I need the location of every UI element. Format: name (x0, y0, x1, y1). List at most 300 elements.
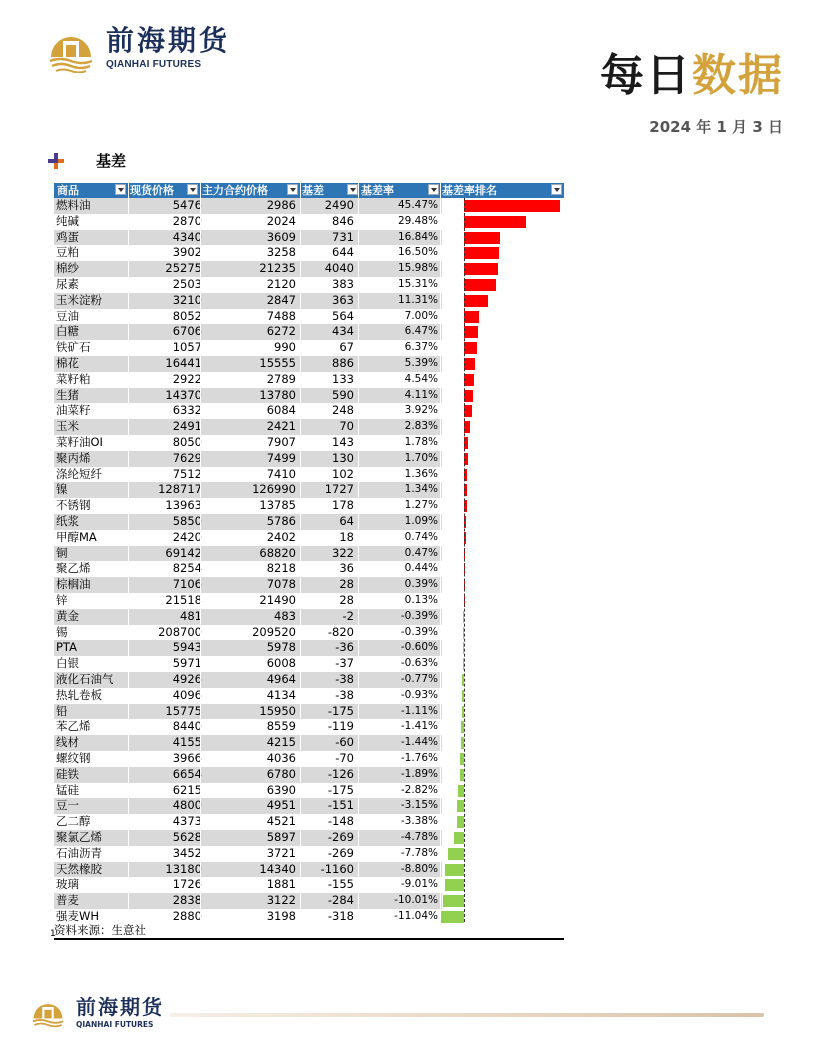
table-row (54, 230, 564, 246)
cell-basis: -70 (335, 751, 354, 765)
filter-dropdown-icon[interactable] (428, 184, 439, 195)
table-row (54, 704, 564, 720)
rank-bar-cell (442, 324, 564, 340)
cell-rate: 4.54% (404, 372, 438, 385)
cell-name: 鸡蛋 (56, 229, 79, 244)
rank-bar-cell (442, 609, 564, 625)
source-text: 资料来源：生意社 (54, 923, 146, 937)
rank-bar-cell (442, 735, 564, 751)
col-header-rate: 基差率 (361, 184, 394, 197)
cell-rate: -0.93% (400, 688, 438, 701)
cell-main: 7907 (266, 435, 296, 449)
cell-rate: -8.80% (400, 862, 438, 875)
table-row (54, 514, 564, 530)
cell-rate: 0.47% (404, 546, 438, 559)
table-row (54, 214, 564, 230)
table-row (54, 593, 564, 609)
cell-basis: 1727 (324, 482, 354, 497)
cell-spot: 2870 (172, 213, 202, 228)
table-row (54, 372, 564, 388)
cell-spot: 8254 (172, 561, 202, 576)
cell-name: 棉花 (56, 356, 79, 370)
filter-dropdown-icon[interactable] (115, 184, 126, 195)
cell-spot: 128717 (158, 482, 202, 497)
title-part1: 每日 (600, 50, 692, 101)
positive-rate-bar (464, 232, 500, 244)
table-row (54, 324, 564, 340)
cell-main: 2847 (266, 292, 296, 307)
rank-bar-cell (442, 767, 564, 783)
cell-basis: 886 (332, 356, 354, 370)
rank-bar-cell (442, 846, 564, 862)
section-title: 基差 (96, 152, 127, 170)
page-title (600, 48, 784, 104)
table-row (54, 893, 564, 909)
cell-basis: -284 (327, 893, 354, 908)
cell-rate: -0.77% (400, 673, 438, 685)
table-row (54, 846, 564, 862)
column-divider (128, 183, 129, 922)
table-row (54, 561, 564, 577)
cell-name: 热轧卷板 (56, 687, 102, 702)
rank-bar-cell (442, 277, 564, 293)
cell-name: 豆粕 (56, 245, 79, 260)
cell-spot: 6654 (172, 766, 202, 781)
rank-bar-cell (442, 309, 564, 325)
positive-rate-bar (464, 326, 478, 338)
cell-spot: 15775 (165, 703, 202, 718)
table-row (54, 245, 564, 261)
rank-bar-cell (442, 198, 564, 214)
cell-spot: 8052 (172, 308, 202, 323)
cell-main: 4964 (266, 672, 296, 686)
report-date: 2024 年 1 月 3 日 (649, 118, 783, 136)
cell-name: 锰硅 (56, 782, 79, 797)
cell-basis: 102 (332, 466, 354, 481)
cell-spot: 7106 (172, 577, 202, 592)
rank-bar-cell (442, 419, 564, 435)
cell-name: 生猪 (56, 387, 79, 402)
cell-basis: 28 (339, 577, 354, 592)
cell-main: 4134 (266, 687, 296, 702)
cell-spot: 6332 (172, 403, 202, 418)
rank-bar-cell (442, 403, 564, 419)
cell-name: 线材 (56, 735, 79, 750)
cell-rate: 2.83% (404, 420, 438, 433)
cell-name: 硅铁 (56, 766, 79, 781)
rank-bar-cell (442, 893, 564, 909)
column-divider (300, 183, 301, 922)
cell-rate: -2.82% (400, 783, 438, 796)
cell-name: 螺纹钢 (56, 751, 91, 765)
cell-main: 4215 (266, 735, 296, 750)
rank-bar-cell (442, 435, 564, 451)
cell-basis: 363 (332, 292, 354, 307)
table-row (54, 546, 564, 562)
cell-main: 21490 (259, 593, 296, 607)
footnote-marker: 1 (50, 929, 56, 939)
cell-basis: 434 (332, 324, 354, 339)
cell-name: 锡 (56, 624, 68, 639)
cell-main: 7499 (266, 450, 296, 465)
cell-main: 126990 (252, 482, 296, 497)
table-row (54, 672, 564, 688)
cell-name: 豆一 (56, 798, 79, 813)
rank-bar-cell (442, 546, 564, 562)
cell-name: 涤纶短纤 (56, 466, 102, 481)
cell-name: 尿素 (56, 277, 79, 291)
cell-main: 3122 (266, 893, 296, 908)
cell-rate: 1.36% (404, 467, 438, 480)
cell-spot: 5943 (172, 640, 202, 655)
table-row (54, 625, 564, 641)
table-row (54, 877, 564, 893)
column-divider (440, 183, 441, 922)
cell-rate: -9.01% (400, 878, 438, 891)
rank-bar-cell (442, 451, 564, 467)
cell-spot: 5476 (172, 198, 202, 212)
positive-rate-bar (464, 263, 498, 275)
positive-rate-bar (464, 200, 560, 212)
positive-rate-bar (464, 390, 473, 402)
cell-name: 棕榈油 (56, 577, 91, 592)
table-row (54, 261, 564, 277)
col-header-basis: 基差 (302, 184, 324, 197)
rank-bar-cell (442, 656, 564, 672)
table-row (54, 719, 564, 735)
cell-main: 7488 (266, 308, 296, 323)
filter-dropdown-icon[interactable] (287, 184, 298, 195)
table-row (54, 783, 564, 799)
cell-basis: 644 (332, 245, 354, 260)
cell-spot: 2880 (172, 909, 202, 923)
cell-rate: 29.48% (397, 214, 438, 227)
positive-rate-bar (464, 216, 526, 228)
positive-rate-bar (464, 295, 488, 307)
cell-rate: 15.98% (397, 262, 438, 275)
cell-main: 15950 (259, 703, 296, 718)
rank-bar-cell (442, 704, 564, 720)
brand-name-cn: 前海期货 (106, 24, 231, 57)
filter-dropdown-icon[interactable] (551, 184, 562, 195)
cell-main: 483 (274, 608, 296, 623)
rank-bar-cell (442, 261, 564, 277)
negative-rate-bar (457, 816, 464, 828)
cell-rate: 1.09% (404, 515, 438, 527)
cell-rate: 1.78% (404, 436, 438, 448)
cell-name: 不锈钢 (56, 498, 91, 513)
cell-basis: 731 (332, 229, 354, 244)
cell-rate: -1.89% (400, 767, 438, 780)
cell-name: 聚乙烯 (56, 561, 91, 576)
qianhai-logo (46, 23, 236, 75)
table-row (54, 293, 564, 309)
cell-main: 8218 (266, 561, 296, 576)
positive-rate-bar (464, 342, 477, 354)
title-part2: 数据 (692, 50, 784, 101)
cell-basis: 67 (339, 340, 354, 355)
cell-main: 1881 (266, 877, 296, 892)
table-row (54, 862, 564, 878)
cell-basis: -119 (327, 719, 354, 734)
cell-main: 13785 (259, 498, 296, 513)
cell-main: 7410 (266, 466, 296, 481)
negative-rate-bar (445, 879, 464, 891)
cell-spot: 2420 (172, 529, 202, 544)
negative-rate-bar (454, 832, 464, 844)
rank-bar-cell (442, 672, 564, 688)
col-header-main: 主力合约价格 (202, 184, 268, 197)
cell-rate: -0.63% (400, 657, 438, 670)
table-row (54, 767, 564, 783)
cell-spot: 5850 (172, 514, 202, 528)
col-header-name: 商品 (57, 184, 79, 197)
cell-rate: 15.31% (397, 278, 438, 290)
table-row (54, 198, 564, 214)
positive-rate-bar (464, 374, 474, 386)
cell-spot: 13963 (165, 498, 202, 513)
rank-bar-cell (442, 640, 564, 656)
rank-bar-cell (442, 372, 564, 388)
rank-bar-cell (442, 230, 564, 246)
cell-name: 聚丙烯 (56, 450, 91, 465)
rank-bar-cell (442, 798, 564, 814)
cell-spot: 4800 (172, 798, 202, 813)
rank-bar-cell (442, 514, 564, 530)
cell-name: 白银 (56, 656, 79, 671)
cell-name: 黄金 (56, 608, 79, 623)
cell-rate: 0.44% (404, 562, 438, 575)
rank-bar-cell (442, 340, 564, 356)
cell-main: 4521 (266, 814, 296, 829)
cell-rate: -10.01% (394, 894, 438, 907)
rank-bar-cell (442, 214, 564, 230)
cell-name: 乙二醇 (56, 814, 91, 829)
cell-main: 21235 (259, 261, 296, 276)
cell-name: 普麦 (56, 893, 79, 908)
cell-rate: -1.41% (400, 720, 438, 733)
cell-basis: 322 (332, 545, 354, 560)
cell-name: 棉纱 (56, 261, 79, 276)
table-row (54, 640, 564, 656)
table-row (54, 688, 564, 704)
cell-basis: -38 (335, 687, 354, 702)
rank-bar-cell (442, 577, 564, 593)
cell-basis: -175 (327, 782, 354, 797)
cell-basis: 846 (332, 213, 354, 228)
zero-axis-line (464, 198, 465, 922)
cell-basis: 2490 (324, 198, 354, 212)
cell-name: 苯乙烯 (56, 719, 91, 734)
positive-rate-bar (464, 358, 475, 370)
cell-rate: -11.04% (394, 910, 438, 922)
footer-brand-cn: 前海期货 (76, 995, 164, 1019)
cell-rate: 1.34% (404, 483, 438, 496)
cell-spot: 2922 (172, 371, 202, 386)
cell-rate: 0.13% (404, 594, 438, 606)
cell-spot: 6706 (172, 324, 202, 339)
cell-basis: 18 (339, 529, 354, 544)
cell-main: 2789 (266, 371, 296, 386)
cell-rate: 45.47% (397, 199, 438, 211)
cell-name: 强麦WH (56, 909, 100, 923)
cell-basis: 70 (339, 419, 354, 434)
cell-rate: -3.15% (400, 799, 438, 812)
cell-spot: 5628 (172, 830, 202, 844)
rank-bar-cell (442, 830, 564, 846)
cell-main: 3721 (266, 845, 296, 860)
cell-name: PTA (56, 640, 77, 655)
negative-rate-bar (443, 895, 464, 907)
cell-main: 6390 (266, 782, 296, 797)
cell-name: 燃料油 (56, 198, 91, 212)
cell-spot: 4373 (172, 814, 202, 829)
filter-dropdown-icon[interactable] (347, 184, 358, 195)
table-row (54, 309, 564, 325)
cross-bullet-icon (46, 151, 66, 171)
cell-spot: 6215 (172, 782, 202, 797)
cell-basis: -175 (327, 703, 354, 718)
cell-rate: 6.37% (404, 341, 438, 354)
cell-name: 菜籽油OI (56, 435, 103, 449)
cell-rate: 5.39% (404, 357, 438, 369)
cell-basis: -1160 (320, 861, 354, 876)
rank-bar-cell (442, 293, 564, 309)
cell-rate: 1.27% (404, 499, 438, 512)
cell-spot: 3902 (172, 245, 202, 260)
footer-rule (170, 1013, 764, 1017)
cell-spot: 13180 (165, 861, 202, 876)
cell-spot: 8440 (172, 719, 202, 734)
cell-name: 油菜籽 (56, 403, 91, 418)
positive-rate-bar (464, 247, 499, 259)
column-divider (200, 183, 201, 922)
cell-rate: -7.78% (400, 846, 438, 859)
cell-name: 天然橡胶 (56, 861, 102, 876)
negative-rate-bar (448, 848, 464, 860)
cell-spot: 4926 (172, 672, 202, 686)
cell-main: 6272 (266, 324, 296, 339)
cell-spot: 16441 (165, 356, 202, 370)
positive-rate-bar (464, 279, 496, 291)
cell-spot: 25275 (165, 261, 202, 276)
cell-rate: -1.11% (400, 704, 438, 717)
table-row (54, 435, 564, 451)
cell-rate: 7.00% (404, 309, 438, 322)
table-row (54, 798, 564, 814)
rank-bar-cell (442, 388, 564, 404)
cell-main: 14340 (259, 861, 296, 876)
cell-spot: 7512 (172, 466, 202, 481)
table-row (54, 530, 564, 546)
cell-basis: 133 (332, 371, 354, 386)
table-row (54, 735, 564, 751)
cell-main: 5978 (266, 640, 296, 655)
cell-basis: 28 (339, 593, 354, 607)
cell-rate: 11.31% (397, 293, 438, 306)
cell-rate: 6.47% (404, 325, 438, 338)
cell-main: 2120 (266, 277, 296, 291)
source-note (50, 922, 564, 940)
cell-basis: -126 (327, 766, 354, 781)
filter-dropdown-icon[interactable] (187, 184, 198, 195)
cell-basis: -820 (327, 624, 354, 639)
cell-basis: -318 (327, 909, 354, 923)
table-row (54, 388, 564, 404)
cell-main: 6084 (266, 403, 296, 418)
table-row (54, 814, 564, 830)
negative-rate-bar (445, 864, 464, 876)
cell-spot: 2503 (172, 277, 202, 291)
rank-bar-cell (442, 862, 564, 878)
cell-rate: 0.39% (404, 578, 438, 591)
cell-rate: 3.92% (404, 404, 438, 417)
cell-spot: 3452 (172, 845, 202, 860)
table-row (54, 609, 564, 625)
cell-rate: 16.84% (397, 230, 438, 243)
table-header (54, 183, 564, 198)
negative-rate-bar (457, 800, 464, 812)
footer-logo (30, 994, 170, 1032)
column-divider (358, 183, 359, 922)
cell-main: 7078 (266, 577, 296, 592)
cell-name: 玉米淀粉 (56, 292, 102, 307)
cell-main: 2024 (266, 213, 296, 228)
table-row (54, 277, 564, 293)
cell-rate: -3.38% (400, 815, 438, 828)
cell-basis: 383 (332, 277, 354, 291)
cell-rate: -0.39% (400, 625, 438, 638)
table-row (54, 577, 564, 593)
table-row (54, 356, 564, 372)
cell-spot: 481 (180, 608, 202, 623)
cell-main: 209520 (252, 624, 296, 639)
cell-spot: 1057 (172, 340, 202, 355)
cell-spot: 7629 (172, 450, 202, 465)
cell-rate: -1.76% (400, 752, 438, 764)
cell-spot: 8050 (172, 435, 202, 449)
cell-rate: 4.11% (404, 388, 438, 401)
cell-name: 白糖 (56, 324, 79, 339)
cell-spot: 14370 (165, 387, 202, 402)
cell-basis: 4040 (324, 261, 354, 276)
cell-rate: 1.70% (404, 451, 438, 464)
cell-main: 8559 (266, 719, 296, 734)
rank-bar-cell (442, 877, 564, 893)
cell-spot: 4340 (172, 229, 202, 244)
brand-name-en: QIANHAI FUTURES (106, 59, 202, 70)
col-header-rank: 基差率排名 (442, 184, 497, 197)
cell-name: 玉米 (56, 419, 79, 434)
cell-main: 4951 (266, 798, 296, 813)
cell-basis: 564 (332, 308, 354, 323)
cell-rate: -1.44% (400, 736, 438, 749)
cell-rate: 16.50% (397, 246, 438, 259)
cell-main: 6008 (266, 656, 296, 671)
cell-basis: 178 (332, 498, 354, 513)
rank-bar-cell (442, 719, 564, 735)
cell-main: 990 (274, 340, 296, 355)
cell-spot: 3210 (172, 292, 202, 307)
rank-bar-cell (442, 498, 564, 514)
cell-name: 纯碱 (56, 213, 79, 228)
cell-name: 镍 (56, 482, 68, 497)
cell-main: 2421 (266, 419, 296, 434)
cell-name: 液化石油气 (56, 672, 114, 686)
cell-basis: -60 (335, 735, 354, 750)
cell-rate: 0.74% (404, 530, 438, 543)
cell-basis: 590 (332, 387, 354, 402)
